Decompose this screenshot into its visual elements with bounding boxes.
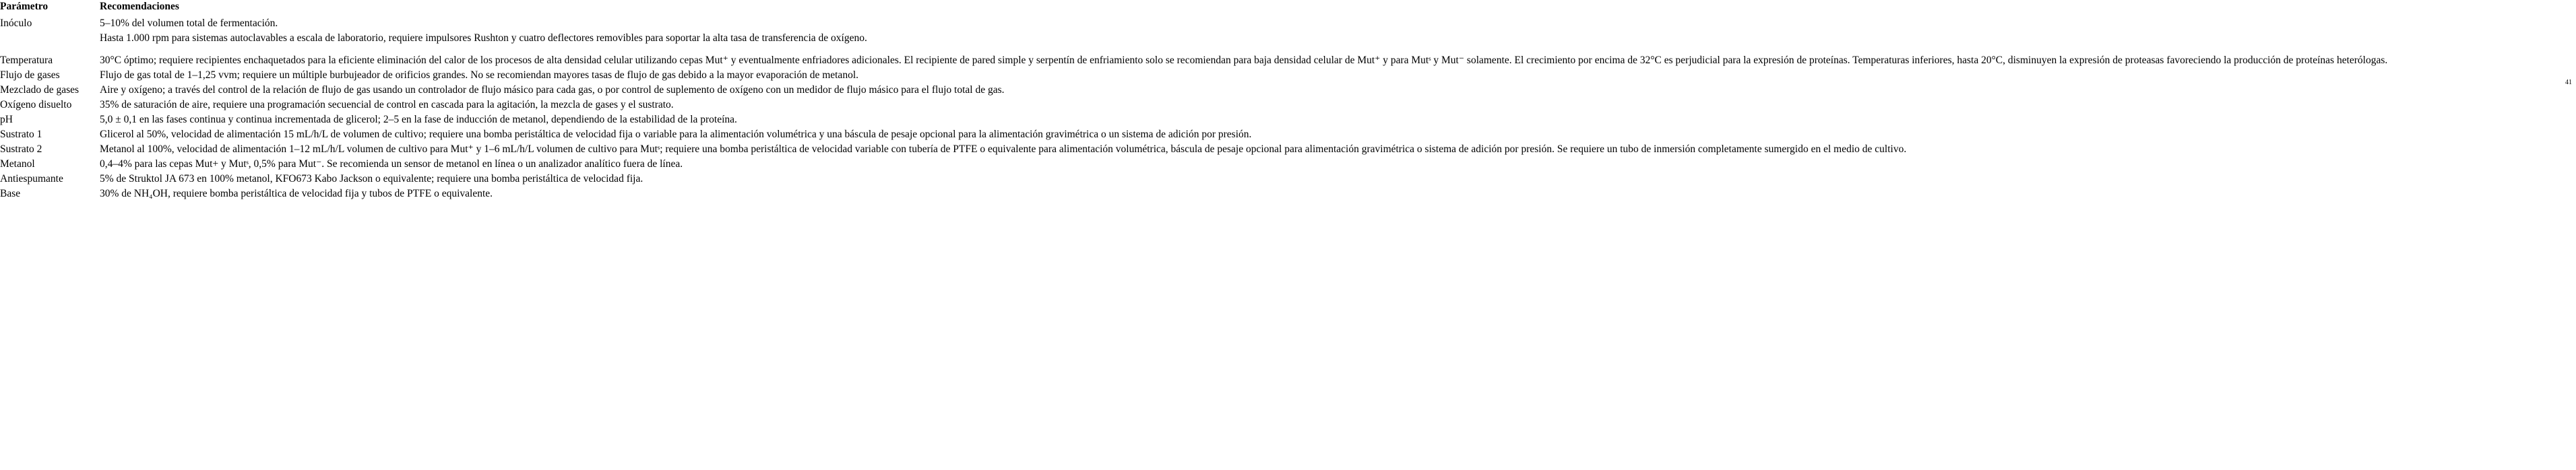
row-value: 35% de saturación de aire, requiere una programación secuencial de control en cascada para la agitación, la mezcla de gases y el sustrato. (100, 99, 674, 110)
row-label: Inóculo (0, 18, 32, 29)
row-value: Glicerol al 50%, velocidad de alimentación 15 mL/h/L de volumen de cultivo; requiere una bomba peristáltica de velocidad fija o variable para la alimentación volumétrica y una báscula de pesaje opcional para la alimentación gravimétrica o un sistema de adición por presión. (100, 129, 1252, 140)
row-value: Flujo de gas total de 1–1,25 vvm; requiere un múltiple burbujeador de orificios grandes. No se recomiendan mayores tasas de flujo de gas debido a la mayor evaporación de metanol. (100, 69, 858, 81)
row-label: Sustrato 1 (0, 129, 42, 140)
row-value: Metanol al 100%, velocidad de alimentación 1–12 mL/h/L volumen de cultivo para Mut⁺ y 1–6 mL/h/L volumen de cultivo para Mutˢ; requiere una bomba peristáltica de velocidad variable con tubería de PTFE o equivalente para alimentación volumétrica, báscula de pesaje opcional para alimentación gravimétrica o sistema de adición por presión. Se requiere un tubo de inmersión completamente sumergido en el medio de cultivo. (100, 143, 1907, 155)
row-label: Temperatura (0, 55, 53, 66)
table-row (0, 187, 2576, 202)
row-value: Hasta 1.000 rpm para sistemas autoclavables a escala de laboratorio, requiere impulsores Rushton y cuatro deflectores removibles para soportar la alta tasa de transferencia de oxígeno. (100, 32, 867, 44)
row-spacer (0, 46, 2576, 54)
spacer-cell (0, 46, 100, 54)
row-label-empty (0, 32, 100, 46)
row-value: 0,4–4% para las cepas Mut+ y Mutˢ, 0,5% para Mut⁻. Se recomienda un sensor de metanol en línea o un analizador analítico fuera de línea. (100, 158, 683, 170)
table-row (0, 143, 2576, 158)
footnote-reference-marker: 41 (2565, 79, 2572, 86)
row-value: 30% de NH₄OH, requiere bomba peristáltica de velocidad fija y tubos de PTFE o equivalente. (100, 188, 493, 199)
table-row (0, 17, 2576, 32)
table-header-row (0, 0, 2576, 17)
row-label: Sustrato 2 (0, 143, 42, 155)
row-label: pH (0, 114, 13, 125)
table-body (0, 17, 2576, 202)
row-value: 30°C óptimo; requiere recipientes enchaquetados para la eficiente eliminación del calor de los procesos de alta densidad celular utilizando cepas Mut⁺ y eventualmente enfriadores adicionales. El recipiente de pared simple y serpentín de enfriamiento solo se recomiendan para baja densidad celular de Mut⁺ y para Mutˢ y Mut⁻ solamente. El crecimiento por encima de 32°C es perjudicial para la expresión de proteínas. Temperaturas inferiores, hasta 20°C, disminuyen la expresión de proteasas favoreciendo la producción de proteínas heterólogas. (100, 55, 2388, 66)
column-header-recomendaciones: Recomendaciones (100, 1, 179, 12)
row-label: Flujo de gases (0, 69, 60, 81)
table-row (0, 54, 2576, 69)
row-label: Antiespumante (0, 173, 63, 184)
row-value: Aire y oxígeno; a través del control de la relación de flujo de gas usando un controlador de flujo másico para cada gas, o por control de suplemento de oxígeno con un medidor de flujo másico para el flujo total de gas. (100, 84, 1005, 96)
row-value: 5,0 ± 0,1 en las fases continua y continua incrementada de glicerol; 2–5 en la fase de inducción de metanol, dependiendo de la estabilidad de la proteína. (100, 114, 737, 125)
table-row (0, 128, 2576, 143)
table-row-continuation (0, 32, 2576, 46)
row-label: Mezclado de gases (0, 84, 80, 96)
row-label: Metanol (0, 158, 35, 170)
row-label: Oxígeno disuelto (0, 99, 72, 110)
spacer-cell (100, 46, 2576, 54)
row-label: Base (0, 188, 21, 199)
column-header-parametro: Parámetro (0, 1, 49, 12)
table-row (0, 158, 2576, 172)
table-row (0, 98, 2576, 113)
row-value: 5–10% del volumen total de fermentación. (100, 18, 278, 29)
table-header (0, 0, 2576, 17)
row-value: 5% de Struktol JA 673 en 100% metanol, KFO673 Kabo Jackson o equivalente; requiere una bomba peristáltica de velocidad fija. (100, 173, 643, 184)
table-row (0, 83, 2576, 98)
table-row (0, 69, 2576, 83)
table-row (0, 172, 2576, 187)
table-row (0, 113, 2576, 128)
parameters-table (0, 0, 2576, 202)
